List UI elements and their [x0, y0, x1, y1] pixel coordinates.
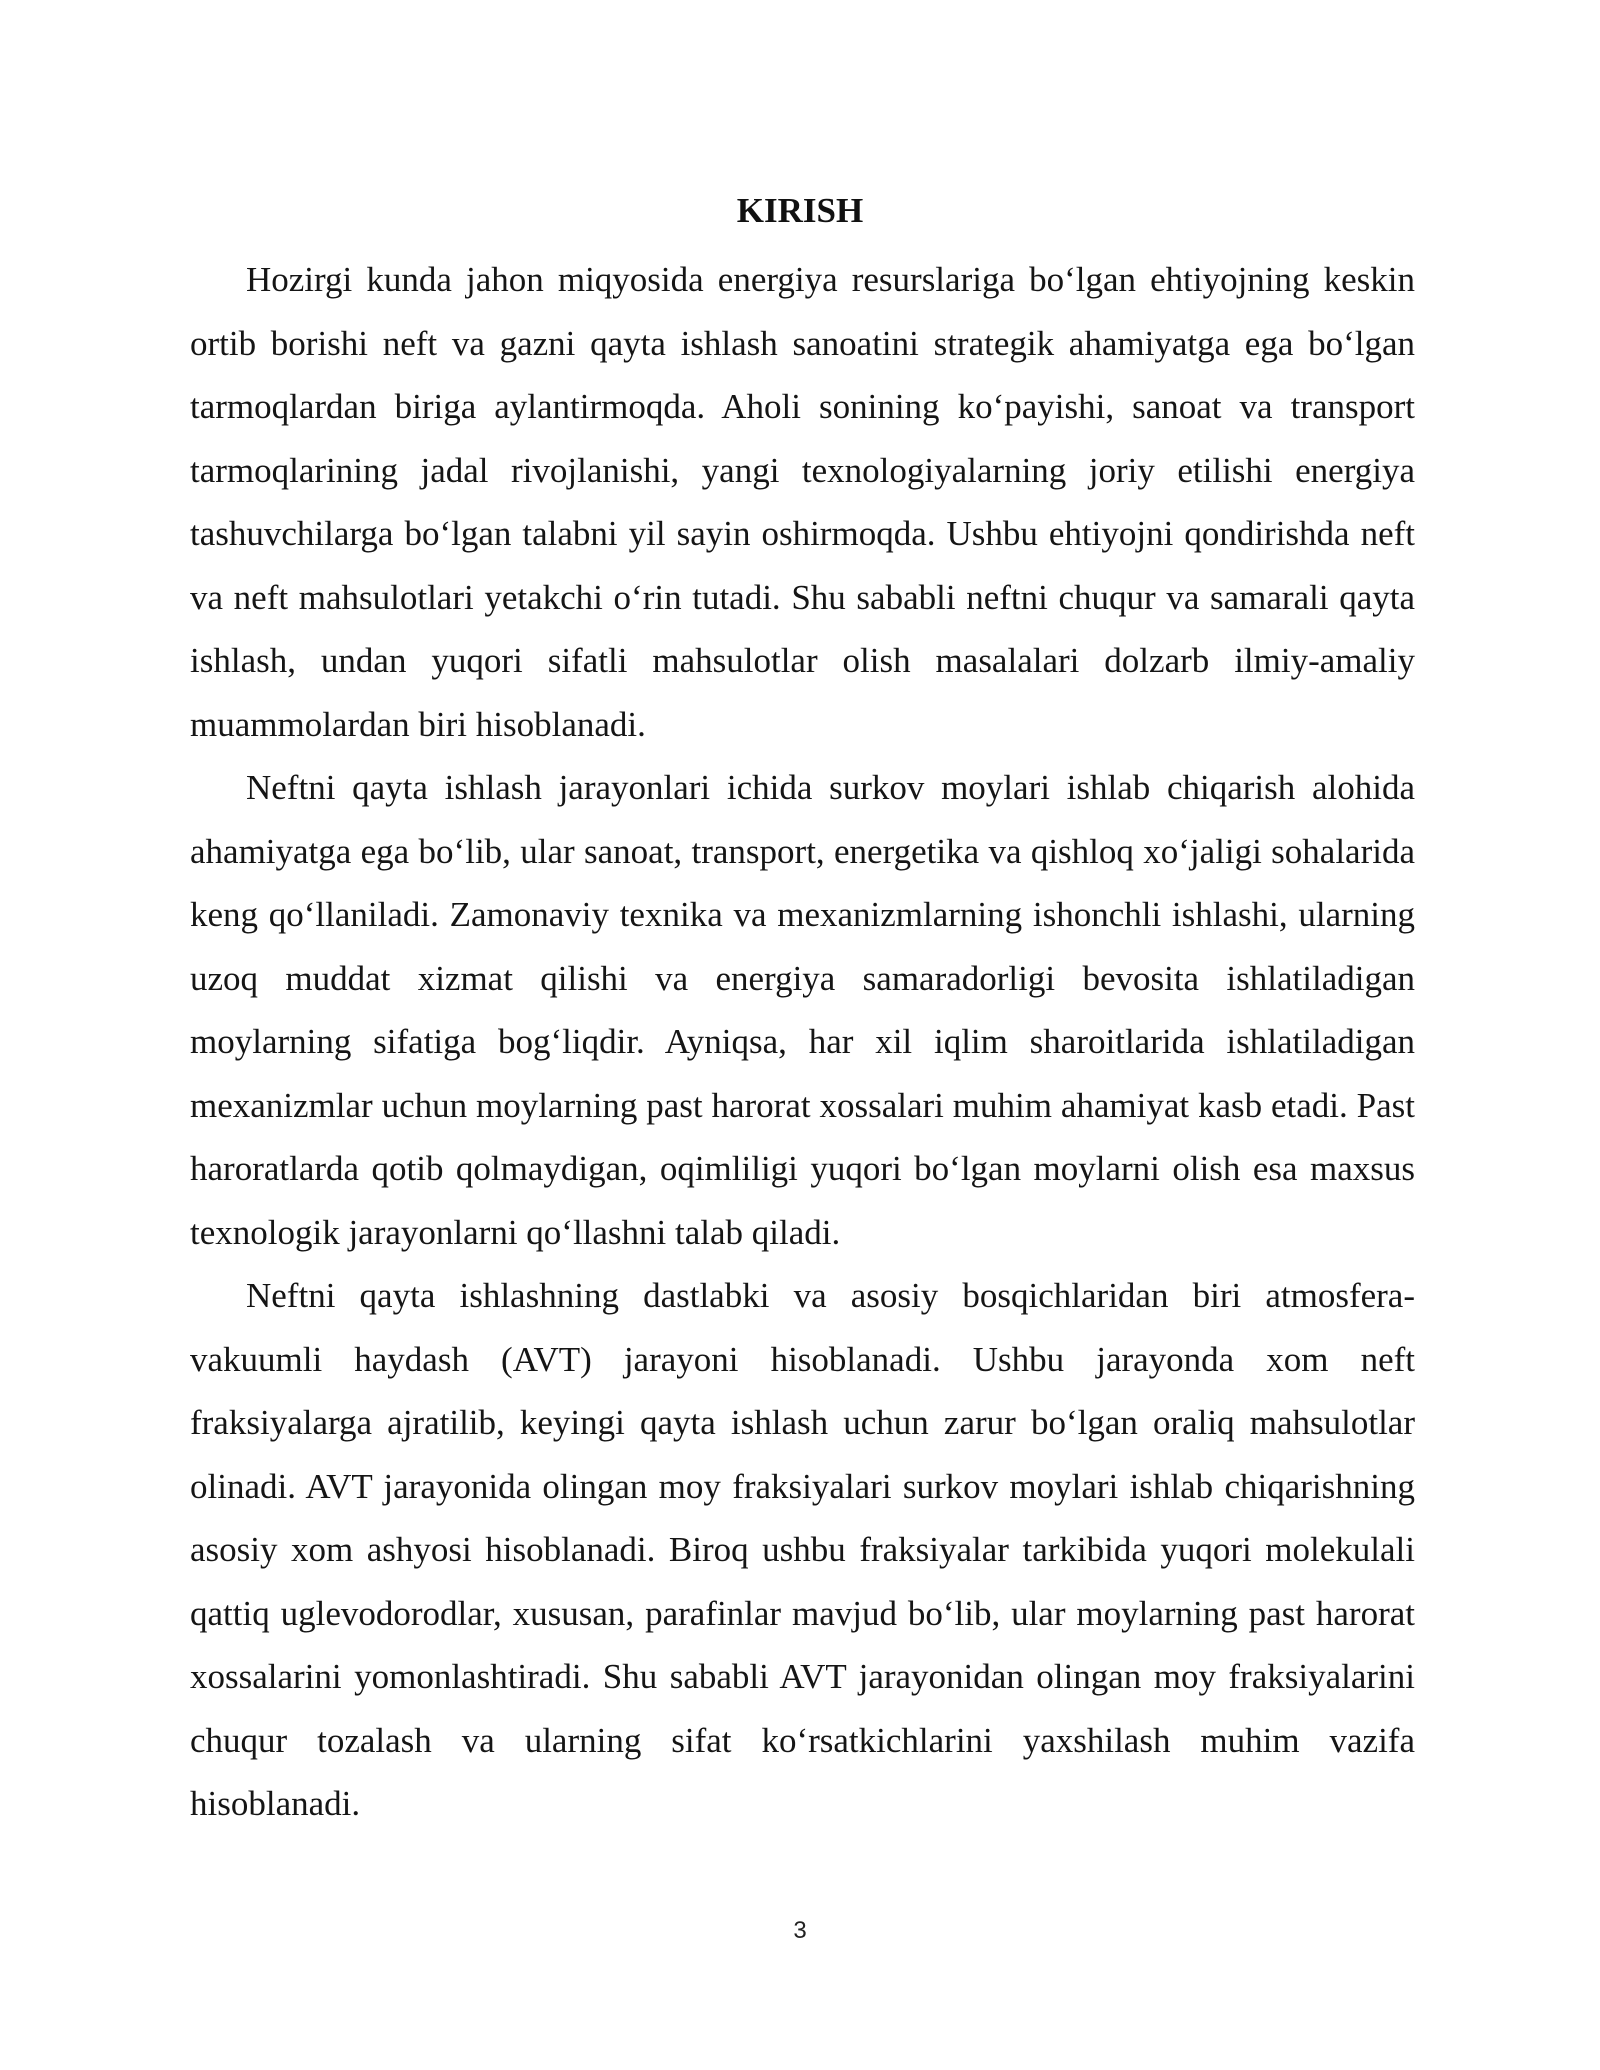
paragraph-2: Neftni qayta ishlash jarayonlari ichida surkov moylari ishlab chiqarish alohida ahamiyatga ega bo‘lib, ular sanoat, transport, energetika va qishloq xo‘jaligi sohalarida keng qo‘llaniladi. Zamonaviy texnika va mexanizmlarning ishonchli ishlashi, ularning uzoq muddat xizmat qilishi va energiya samaradorligi bevosita ishlatiladigan moylarning sifatiga bog‘liqdir. Ayniqsa, har xil iqlim sharoitlarida ishlatiladigan mexanizmlar uchun moylarning past harorat xossalari muhim ahamiyat kasb etadi. Past haroratlarda qotib qolmaydigan, oqimliligi yuqori bo‘lgan moylarni olish esa maxsus texnologik jarayonlarni qo‘llashni talab qiladi.: [190, 768, 1415, 1252]
paragraph-1: Hozirgi kunda jahon miqyosida energiya resurslariga bo‘lgan ehtiyojning keskin ortib borishi neft va gazni qayta ishlash sanoatini strategik ahamiyatga ega bo‘lgan tarmoqlardan biriga aylantirmoqda. Aholi sonining ko‘payishi, sanoat va transport tarmoqlarining jadal rivojlanishi, yangi texnologiyalarning joriy etilishi energiya tashuvchilarga bo‘lgan talabni yil sayin oshirmoqda. Ushbu ehtiyojni qondirishda neft va neft mahsulotlari yetakchi o‘rin tutadi. Shu sababli neftni chuqur va samarali qayta ishlash, undan yuqori sifatli mahsulotlar olish masalalari dolzarb ilmiy-amaliy muammolardan biri hisoblanadi.: [190, 260, 1415, 744]
paragraph-3: Neftni qayta ishlashning dastlabki va asosiy bosqichlaridan biri atmosfera-vakuumli haydash (AVT) jarayoni hisoblanadi. Ushbu jarayonda xom neft fraksiyalarga ajratilib, keyingi qayta ishlash uchun zarur bo‘lgan oraliq mahsulotlar olinadi. AVT jarayonida olingan moy fraksiyalari surkov moylari ishlab chiqarishning asosiy xom ashyosi hisoblanadi. Biroq ushbu fraksiyalar tarkibida yuqori molekulali qattiq uglevodorodlar, xususan, parafinlar mavjud bo‘lib, ular moylarning past harorat xossalarini yomonlashtiradi. Shu sababli AVT jarayonidan olingan moy fraksiyalarini chuqur tozalash va ularning sifat ko‘rsatkichlarini yaxshilash muhim vazifa hisoblanadi.: [190, 1276, 1415, 1823]
body-text: [190, 248, 1415, 1836]
page-title: KIRISH: [736, 191, 864, 230]
page-number: 3: [793, 1917, 807, 1944]
